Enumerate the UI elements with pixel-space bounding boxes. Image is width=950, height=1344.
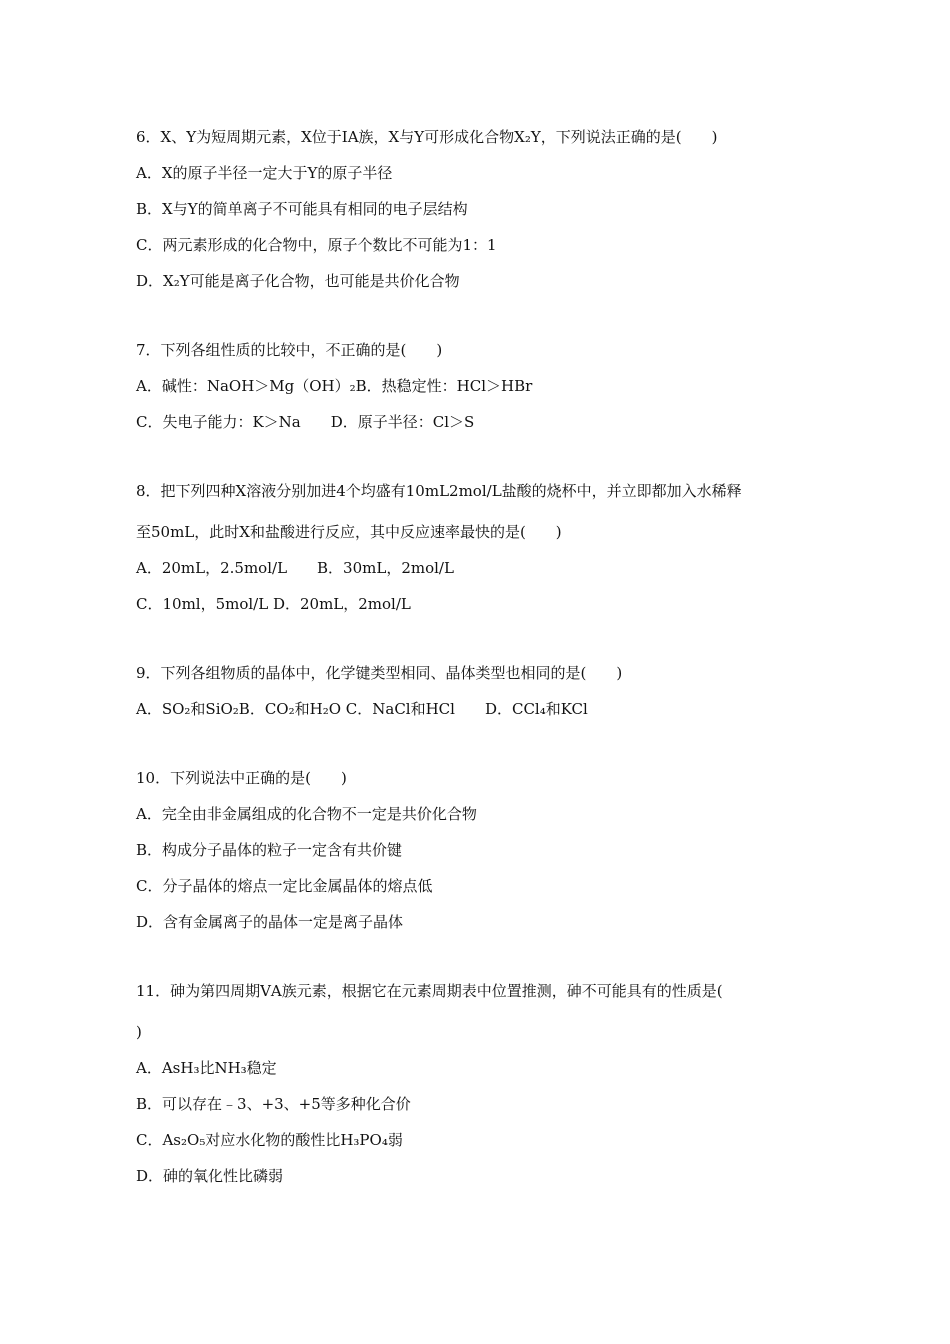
question-11-option-a: A．AsH₃比NH₃稳定	[136, 1059, 277, 1077]
question-8-stem-line-1: 8．把下列四种X溶液分别加进4个均盛有10mL2mol/L盐酸的烧杯中，并立即都加入水稀释	[136, 482, 742, 500]
question-10-option-a: A．完全由非金属组成的化合物不一定是共价化合物	[136, 805, 477, 823]
question-6-stem: 6．X、Y为短周期元素，X位于IA族，X与Y可形成化合物X₂Y，下列说法正确的是( )	[136, 128, 718, 146]
question-7-options-ab: A．碱性：NaOH＞Mg（OH）₂B．热稳定性：HCl＞HBr	[136, 377, 533, 395]
question-10-option-c: C．分子晶体的熔点一定比金属晶体的熔点低	[136, 877, 433, 895]
question-11-stem-line-1: 11．砷为第四周期ⅤA族元素，根据它在元素周期表中位置推测，砷不可能具有的性质是(	[136, 982, 723, 1000]
question-10-option-d: D．含有金属离子的晶体一定是离子晶体	[136, 913, 404, 931]
question-9-stem: 9．下列各组物质的晶体中，化学键类型相同、晶体类型也相同的是( )	[136, 664, 623, 682]
question-8-options-cd: C．10ml，5mol/L D．20mL，2mol/L	[136, 595, 411, 613]
question-8-stem-line-2: 至50mL，此时X和盐酸进行反应，其中反应速率最快的是( )	[136, 523, 562, 541]
question-9-options: A．SO₂和SiO₂B．CO₂和H₂O C．NaCl和HCl D．CCl₄和KCl	[136, 700, 588, 718]
question-6-option-c: C．两元素形成的化合物中，原子个数比不可能为1：1	[136, 236, 497, 254]
question-6-option-b: B．X与Y的简单离子不可能具有相同的电子层结构	[136, 200, 468, 218]
question-11-option-c: C．As₂O₅对应水化物的酸性比H₃PO₄弱	[136, 1131, 403, 1149]
question-11-option-d: D．砷的氧化性比磷弱	[136, 1167, 284, 1185]
question-6-option-d: D．X₂Y可能是离子化合物，也可能是共价化合物	[136, 272, 460, 290]
question-11-stem-line-2: )	[136, 1023, 142, 1041]
question-7-options-cd: C．失电子能力：K＞Na D．原子半径：Cl＞S	[136, 413, 475, 431]
question-10-stem: 10．下列说法中正确的是( )	[136, 769, 347, 787]
question-7-stem: 7．下列各组性质的比较中，不正确的是( )	[136, 341, 443, 359]
question-8-options-ab: A．20mL，2.5mol/L B．30mL，2mol/L	[136, 559, 454, 577]
question-11-option-b: B．可以存在﹣3、+3、+5等多种化合价	[136, 1095, 411, 1113]
question-6-option-a: A．X的原子半径一定大于Y的原子半径	[136, 164, 393, 182]
question-10-option-b: B．构成分子晶体的粒子一定含有共价键	[136, 841, 403, 859]
